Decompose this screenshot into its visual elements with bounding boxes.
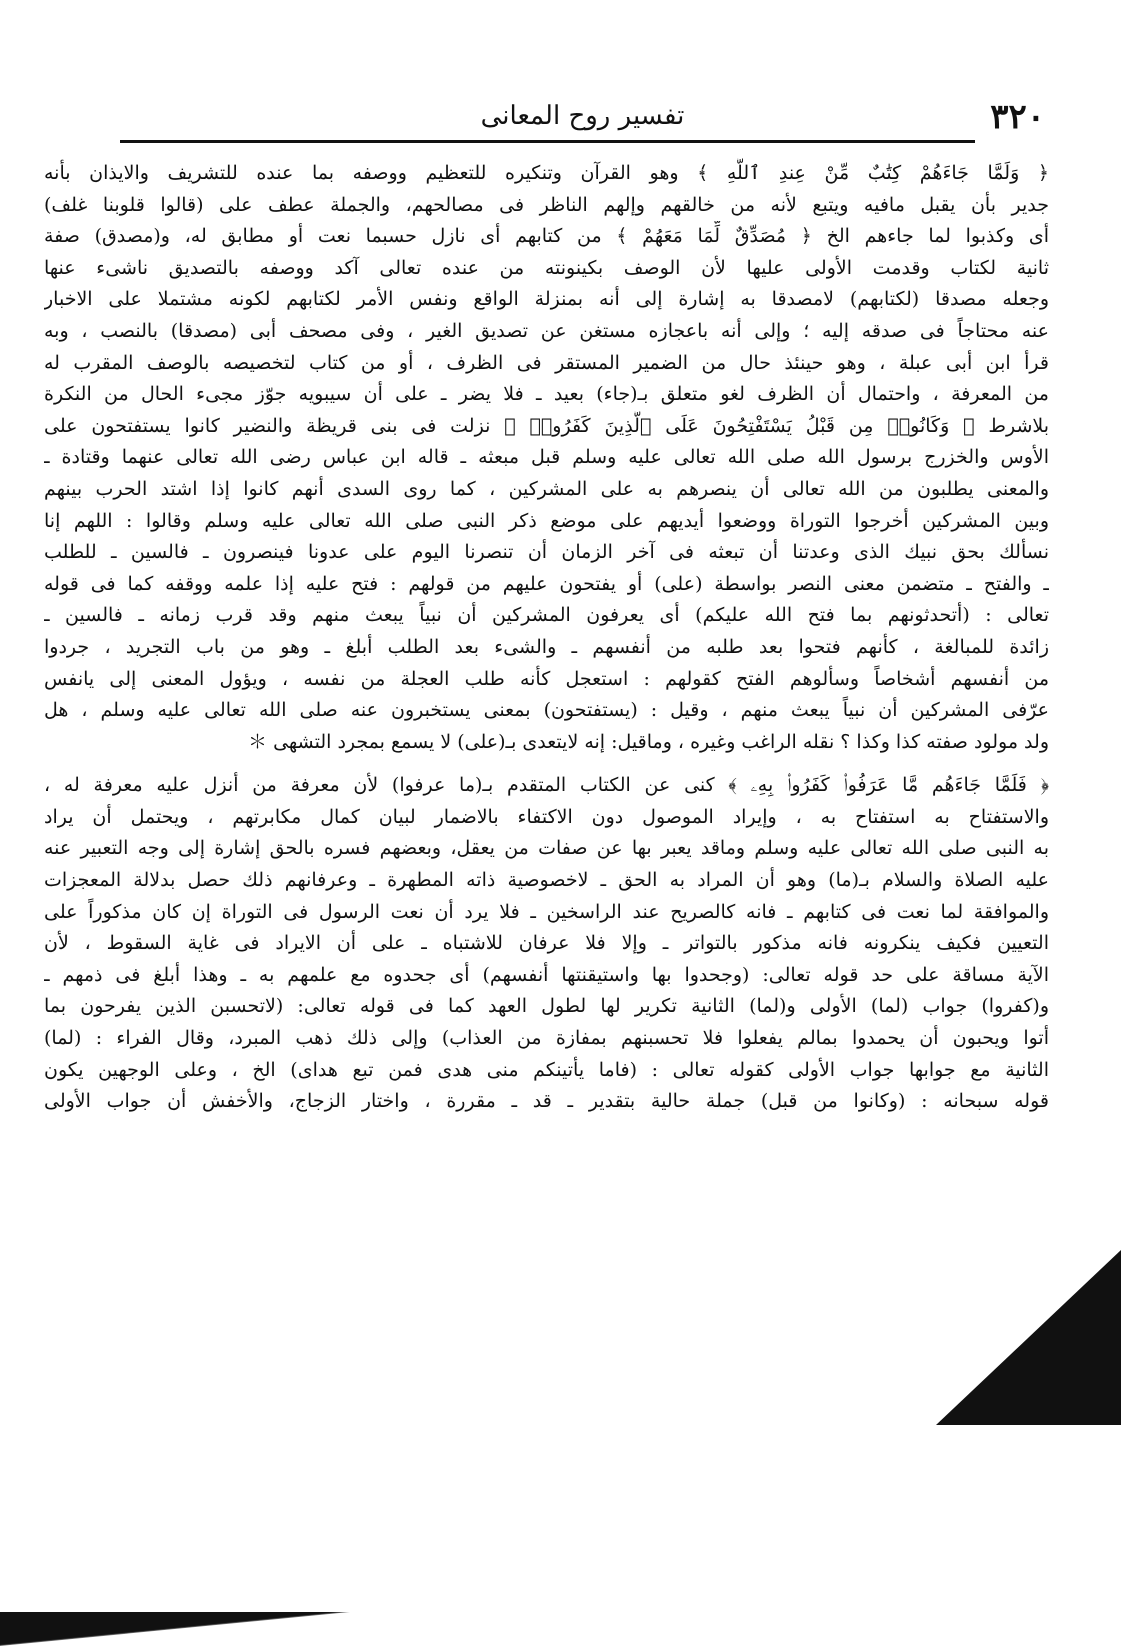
text-line: عليه الصلاة والسلام بـ(ما) وهو أن المراد به الحق ـ لاخصوصية ذاته المطهرة ـ وعرفانهم ذلك حصل بدلالة المعجزات	[44, 869, 1049, 892]
text-line: نسألك بحق نبيك الذى وعدتنا أن تبعثه فى آخر الزمان أن تنصرنا اليوم على عدونا فينصرون ـ فالسين ـ للطلب	[44, 541, 1049, 564]
text-line: من المعرفة ، واحتمال أن الظرف لغو متعلق بـ(جاء) بعيد ـ فلا يضر ـ على أن سيبويه جوّز مجىء الحال من النكرة	[44, 383, 1049, 406]
text-line: تعالى : (أتحدثونهم بما فتح الله عليكم) أى يعرفون المشركين أن نبياً يبعث منهم وقد قرب زمانه ـ فالسين ـ	[44, 604, 1049, 627]
text-line: قرأ ابن أبى عبلة ، وهو حينئذ حال من الضمير المستقر فى الظرف ، أو من كتاب لتخصيصه بالوصف المقرب له	[44, 351, 1049, 374]
paragraph-1	[44, 158, 1049, 758]
text-line: ﴿ فَلَمَّا جَاءَهُم مَّا عَرَفُوا۟ كَفَرُوا۟ بِهِۦ ﴾ كنى عن الكتاب المتقدم بـ(ما عرفوا) لأن معرفة من أنزل عليه معرفة له ،	[44, 774, 1049, 797]
text-line: التعيين فكيف ينكرونه فانه مذكور بالتواتر ـ وإلا فلا عرفان للاشتباه ـ على أن الايراد فى غاية السقوط ، لأن	[44, 932, 1049, 955]
text-line: ـ والفتح ـ متضمن معنى النصر بواسطة (على) أو يفتحون عليهم من قولهم : فتح عليه إذا علمه ووقفه كما فى قوله	[44, 572, 1049, 595]
text-line: والموافقة لما نعت فى كتابهم ـ فانه كالصريح عند الراسخين ـ فلا يرد أن نعت الرسول فى التوراة إن كان مذكوراً على	[44, 900, 1049, 923]
text-line: الثانية مع جوابها جواب الأولى كقوله تعالى : (فاما يأتينكم منى هدى فمن تبع هداى) الخ ، وعلى الوجهين يكون	[44, 1058, 1049, 1081]
page-header	[120, 92, 1045, 142]
text-line: من أنفسهم أشخاصاً وسألوهم الفتح كقولهم : استعجل كأنه طلب العجلة من نفسه ، ويؤول المعنى إلى يانفس	[44, 667, 1049, 690]
text-line: وجعله مصدقا (لكتابهم) لامصدقا به إشارة إلى أنه بمنزلة الواقع ونفس الأمر لكتابهم لكونه مشتملا على الاخبار	[44, 288, 1049, 311]
text-line: جدير بأن يقبل مافيه ويتبع لأنه من خالقهم وإلهم الناظر فى مصالحهم، والجملة عطف على (قالوا قلوبنا غلف)	[44, 193, 1049, 216]
text-line: ثانية لكتاب وقدمت الأولى عليها لأن الوصف بكينونته من عنده تعالى آكد ووصفه بالتصديق ناشىء عنها	[44, 256, 1049, 279]
paragraph-gap	[44, 758, 1049, 770]
running-title: تفسير روح المعانى	[480, 101, 685, 131]
header-rule	[120, 140, 975, 143]
text-line: الآية مساقة على حد قوله تعالى: (وجحدوا بها واستيقنتها أنفسهم) أى جحدوه مع علمهم به ـ وهذا أبلغ فى ذمهم ـ	[44, 963, 1049, 986]
text-line: الأوس والخزرج برسول الله صلى الله تعالى عليه وسلم قبل مبعثه ـ قاله ابن عباس رضى الله تعالى عنهما وقتادة ـ	[44, 446, 1049, 469]
scan-shadow-bottom	[0, 1612, 350, 1646]
text-line: أى وكذبوا لما جاءهم الخ ﴿ مُصَدِّقٌ لِّمَا مَعَهُمْ ﴾ من كتابهم أى نازل حسبما نعت أو مطابق له، و(مصدق) صفة	[44, 225, 1049, 248]
text-line: وبين المشركين أخرجوا التوراة ووضعوا أيديهم على موضع ذكر النبى صلى الله تعالى عليه وسلم وقالوا : اللهم إنا	[44, 509, 1049, 532]
text-line: والمعنى يطلبون من الله تعالى أن ينصرهم به على المشركين ، كما روى السدى أنهم كانوا إذا اشتد الحرب بينهم	[44, 477, 1049, 500]
text-line: قوله سبحانه : (وكانوا من قبل) جملة حالية بتقدير ـ قد ـ مقررة ، واختار الزجاج، والأخفش أن جواب الأولى	[44, 1090, 1049, 1113]
text-line: عنه محتاجاً فى صدقه إليه ؛ وإلى أنه باعجازه مستغن عن تصديق الغير ، وفى مصحف أبى (مصدقا) بالنصب ، وبه	[44, 319, 1049, 342]
text-line: بلاشرط ﴿ وَكَانُوا۟ مِن قَبْلُ يَسْتَفْتِحُونَ عَلَى ٱلَّذِينَ كَفَرُوا۟ ﴾ نزلت فى بنى قريظة والنضير كانوا يستفتحون على	[44, 414, 1049, 437]
text-line: ﴿ وَلَمَّا جَاءَهُمْ كِتَٰبٌ مِّنْ عِندِ ٱللَّهِ ﴾ وهو القرآن وتنكيره للتعظيم ووصفه بما عنده للتشريف والايذان بأنه	[44, 162, 1049, 184]
text-line: ولد مولود صفته كذا وكذا ؟ نقله الراغب وغيره ، وماقيل: إنه لايتعدى بـ(على) لا يسمع بمجرد التشهى ＊	[248, 730, 1049, 753]
page-number: ٣٢٠	[990, 97, 1045, 137]
text-line: به النبى صلى الله تعالى عليه وسلم وماقد يعبر بها عن صفات من يعقل، وبعضهم فسره بالحق إشارة إلى وجه التعبير عنه	[44, 837, 1049, 860]
text-line: أتوا ويحبون أن يحمدوا بمالم يفعلوا فلا تحسبنهم بمفازة من العذاب) وإلى ذلك ذهب المبرد، وقال الفراء : (لما)	[44, 1027, 1049, 1050]
text-line: زائدة للمبالغة ، كأنهم فتحوا بعد طلبه من أنفسهم ـ والشىء بعد الطلب أبلغ ـ وهو من باب التجريد ، جردوا	[44, 635, 1049, 658]
body-text	[44, 158, 1049, 1118]
paragraph-2	[44, 770, 1049, 1118]
text-line: والاستفتاح به استفتاح به ، وإيراد الموصول دون الاكتفاء بالاضمار لبيان كمال مكابرتهم ، ويحتمل أن يراد	[44, 805, 1049, 828]
text-line: عرّفى المشركين أن نبياً يبعث منهم ، وقيل : (يستفتحون) بمعنى يستخبرون عنه صلى الله تعالى عليه وسلم ، هل	[44, 699, 1049, 722]
text-line: و(كفروا) جواب (لما) الأولى و(لما) الثانية تكرير لها لطول العهد كما فى قوله تعالى: (لاتحسبن الذين يفرحون بما	[44, 995, 1049, 1018]
scan-shadow-right	[936, 1250, 1121, 1425]
